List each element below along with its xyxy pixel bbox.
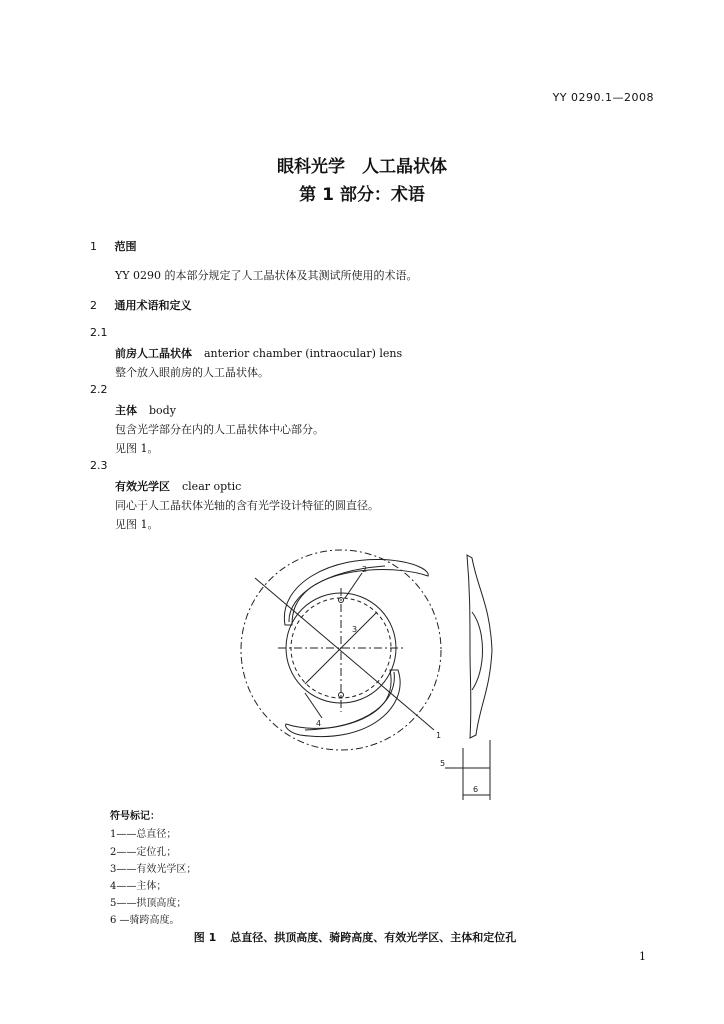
term-number: 2.3 <box>90 459 108 472</box>
term-cn: 前房人工晶状体 <box>115 347 192 360</box>
figure-label-1: 1 <box>436 731 442 740</box>
term-cn: 有效光学区 <box>115 480 170 493</box>
section-number: 2 <box>90 299 97 312</box>
section-1-text: YY 0290 的本部分规定了人工晶状体及其测试所使用的术语。 <box>115 269 418 282</box>
overall-diameter-circle <box>241 550 441 750</box>
figure-caption <box>0 929 724 945</box>
term-definition: 同心于人工晶状体光轴的含有光学设计特征的圆直径。 <box>115 499 379 512</box>
figure-label-3: 3 <box>352 625 358 634</box>
term-note: 见图 1。 <box>115 442 159 455</box>
term-definition: 包含光学部分在内的人工晶状体中心部分。 <box>115 423 324 436</box>
section-2-heading <box>90 297 192 313</box>
term-heading <box>115 478 241 494</box>
legend-item: 1——总直径； <box>110 829 177 840</box>
term-number: 2.1 <box>90 326 108 339</box>
leader-1 <box>420 718 434 730</box>
term-definition: 整个放入眼前房的人工晶状体。 <box>115 366 269 379</box>
term-heading <box>115 345 402 361</box>
section-title: 通用术语和定义 <box>114 299 192 312</box>
figure-label-5: 5 <box>440 759 446 768</box>
term-heading <box>115 402 176 418</box>
legend-title: 符号标记： <box>110 811 160 822</box>
figure-1-lens-diagram <box>230 545 510 805</box>
term-note: 见图 1。 <box>115 518 159 531</box>
legend-item: 6 —骑跨高度。 <box>110 915 180 926</box>
section-title: 范围 <box>114 240 137 253</box>
term-number: 2.2 <box>90 383 108 396</box>
term-en: body <box>149 404 176 417</box>
caption-text: 总直径、拱顶高度、骑跨高度、有效光学区、主体和定位孔 <box>230 931 517 944</box>
side-view-profile <box>467 555 492 738</box>
section-1-heading <box>90 238 137 254</box>
document-subtitle: 第 1 部分：术语 <box>299 185 425 205</box>
page-number: 1 <box>639 950 646 963</box>
legend-item: 2——定位孔； <box>110 847 177 858</box>
leader-4 <box>305 693 322 718</box>
figure-label-2: 2 <box>362 565 368 574</box>
caption-number: 图 1 <box>193 931 217 944</box>
standard-code: YY 0290.1—2008 <box>552 91 654 104</box>
figure-label-4: 4 <box>316 719 322 728</box>
legend-item: 4——主体； <box>110 881 167 892</box>
legend-item: 5——拱顶高度； <box>110 898 187 909</box>
term-en: clear optic <box>182 480 242 493</box>
figure-label-6: 6 <box>473 785 479 794</box>
legend-item: 3——有效光学区； <box>110 864 197 875</box>
section-number: 1 <box>90 240 97 253</box>
term-cn: 主体 <box>115 404 137 417</box>
term-en: anterior chamber (intraocular) lens <box>204 347 403 360</box>
document-title: 眼科光学 人工晶状体 <box>277 157 447 177</box>
side-view-optic <box>472 612 483 690</box>
